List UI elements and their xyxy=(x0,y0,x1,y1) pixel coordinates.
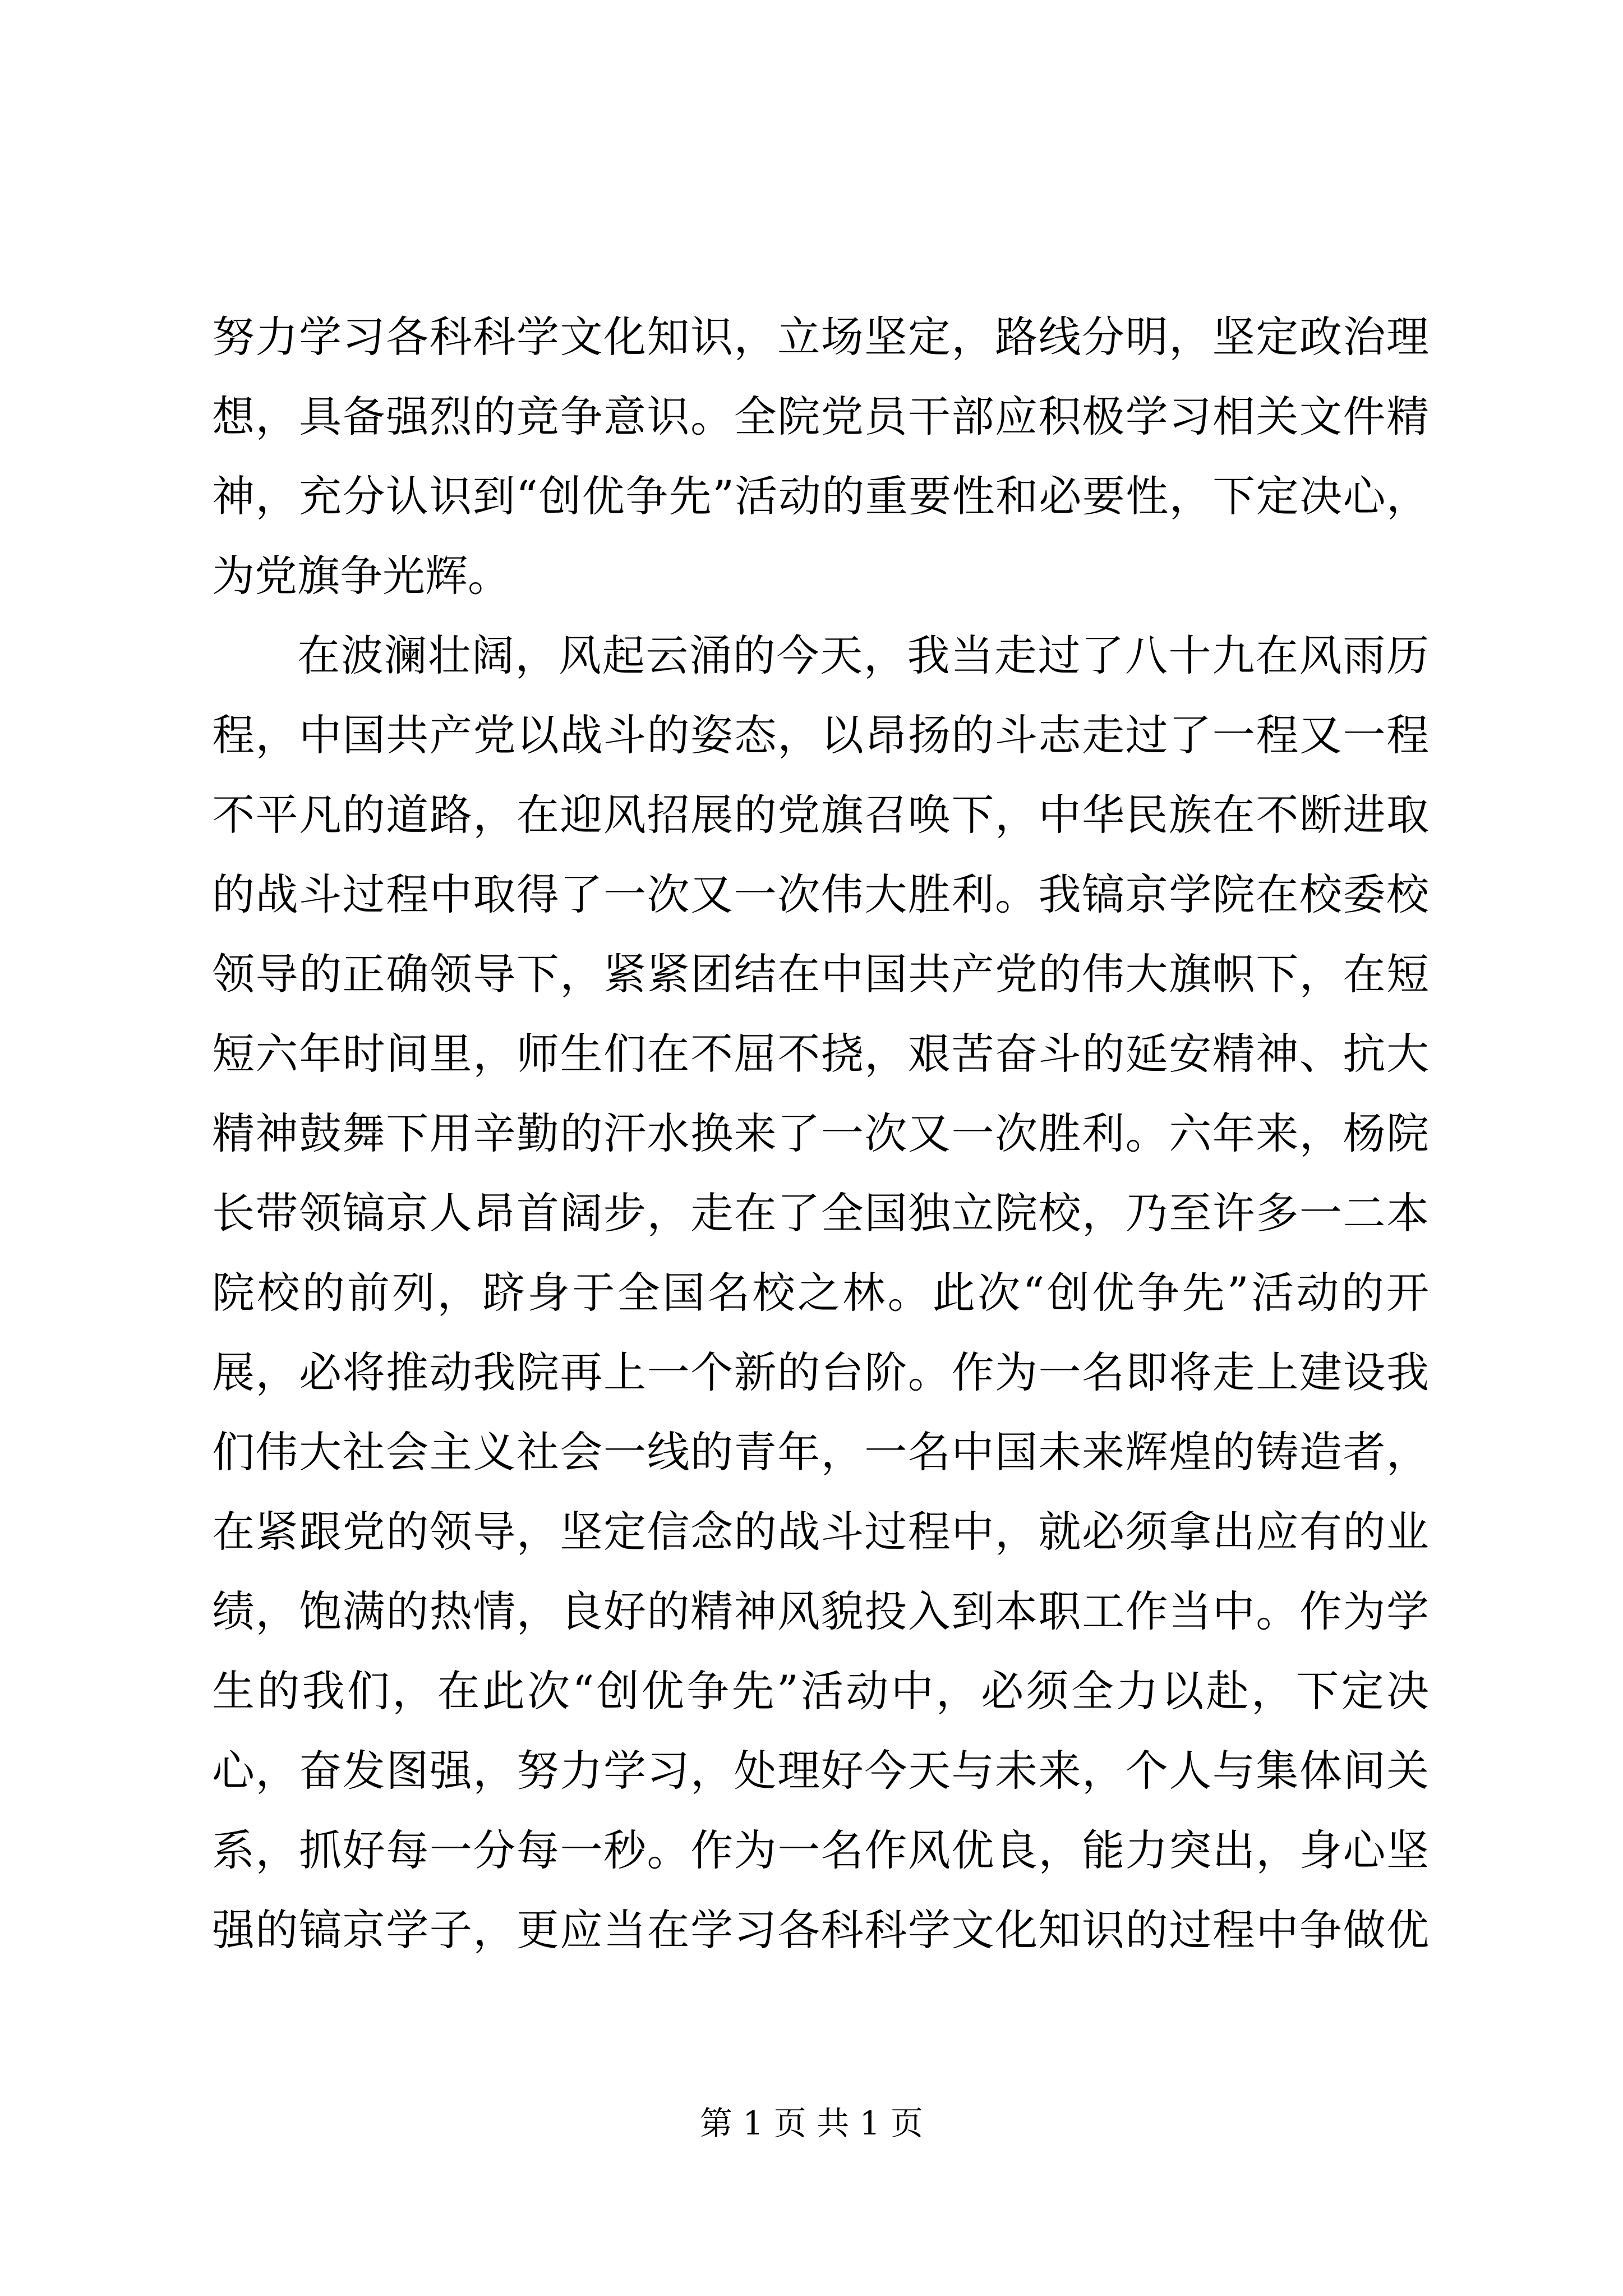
paragraph-2-line-4: 的战斗过程中取得了一次又一次伟大胜利。我镐京学院在校委校 xyxy=(212,869,1429,919)
paragraph-2-line-13: 绩，饱满的热情，良好的精神风貌投入到本职工作当中。作为学 xyxy=(212,1586,1429,1636)
paragraph-1-line-4: 为党旗争光辉。 xyxy=(212,551,510,601)
paragraph-2-line-2: 程，中国共产党以战斗的姿态，以昂扬的斗志走过了一程又一程 xyxy=(212,710,1429,760)
paragraph-2-line-9: 院校的前列，跻身于全国名校之林。此次“创优争先”活动的开 xyxy=(212,1268,1429,1318)
paragraph-2-line-8: 长带领镐京人昂首阔步，走在了全国独立院校，乃至许多一二本 xyxy=(212,1188,1429,1238)
document-body xyxy=(212,297,1429,1970)
paragraph-2-line-10: 展，必将推动我院再上一个新的台阶。作为一名即将走上建设我 xyxy=(212,1347,1429,1397)
page-number-footer: 第 1 页 共 1 页 xyxy=(700,2104,923,2142)
paragraph-1-line-3: 神，充分认识到“创优争先”活动的重要性和必要性，下定决心， xyxy=(212,471,1429,521)
paragraph-1-line-1: 努力学习各科科学文化知识，立场坚定，路线分明，坚定政治理 xyxy=(212,312,1429,362)
paragraph-1-line-2: 想，具备强烈的竞争意识。全院党员干部应积极学习相关文件精 xyxy=(212,392,1429,441)
paragraph-2-line-5: 领导的正确领导下，紧紧团结在中国共产党的伟大旗帜下，在短 xyxy=(212,949,1429,999)
paragraph-2-line-15: 心，奋发图强，努力学习，处理好今天与未来，个人与集体间关 xyxy=(212,1746,1429,1796)
paragraph-2-line-3: 不平凡的道路，在迎风招展的党旗召唤下，中华民族在不断进取 xyxy=(212,790,1429,840)
paragraph-2-line-6: 短六年时间里，师生们在不屈不挠，艰苦奋斗的延安精神、抗大 xyxy=(212,1029,1429,1079)
paragraph-2-line-12: 在紧跟党的领导，坚定信念的战斗过程中，就必须拿出应有的业 xyxy=(212,1507,1429,1557)
paragraph-2-line-16: 系，抓好每一分每一秒。作为一名作风优良，能力突出，身心坚 xyxy=(212,1825,1429,1875)
paragraph-2-line-14: 生的我们，在此次“创优争先”活动中，必须全力以赴，下定决 xyxy=(212,1666,1429,1716)
paragraph-2-line-1: 在波澜壮阔，风起云涌的今天，我当走过了八十九在风雨历 xyxy=(297,631,1429,680)
paragraph-2-line-7: 精神鼓舞下用辛勤的汗水换来了一次又一次胜利。六年来，杨院 xyxy=(212,1108,1429,1158)
paragraph-2-line-11: 们伟大社会主义社会一线的青年，一名中国未来辉煌的铸造者， xyxy=(212,1427,1429,1477)
paragraph-2-line-17: 强的镐京学子，更应当在学习各科科学文化知识的过程中争做优 xyxy=(212,1905,1429,1955)
